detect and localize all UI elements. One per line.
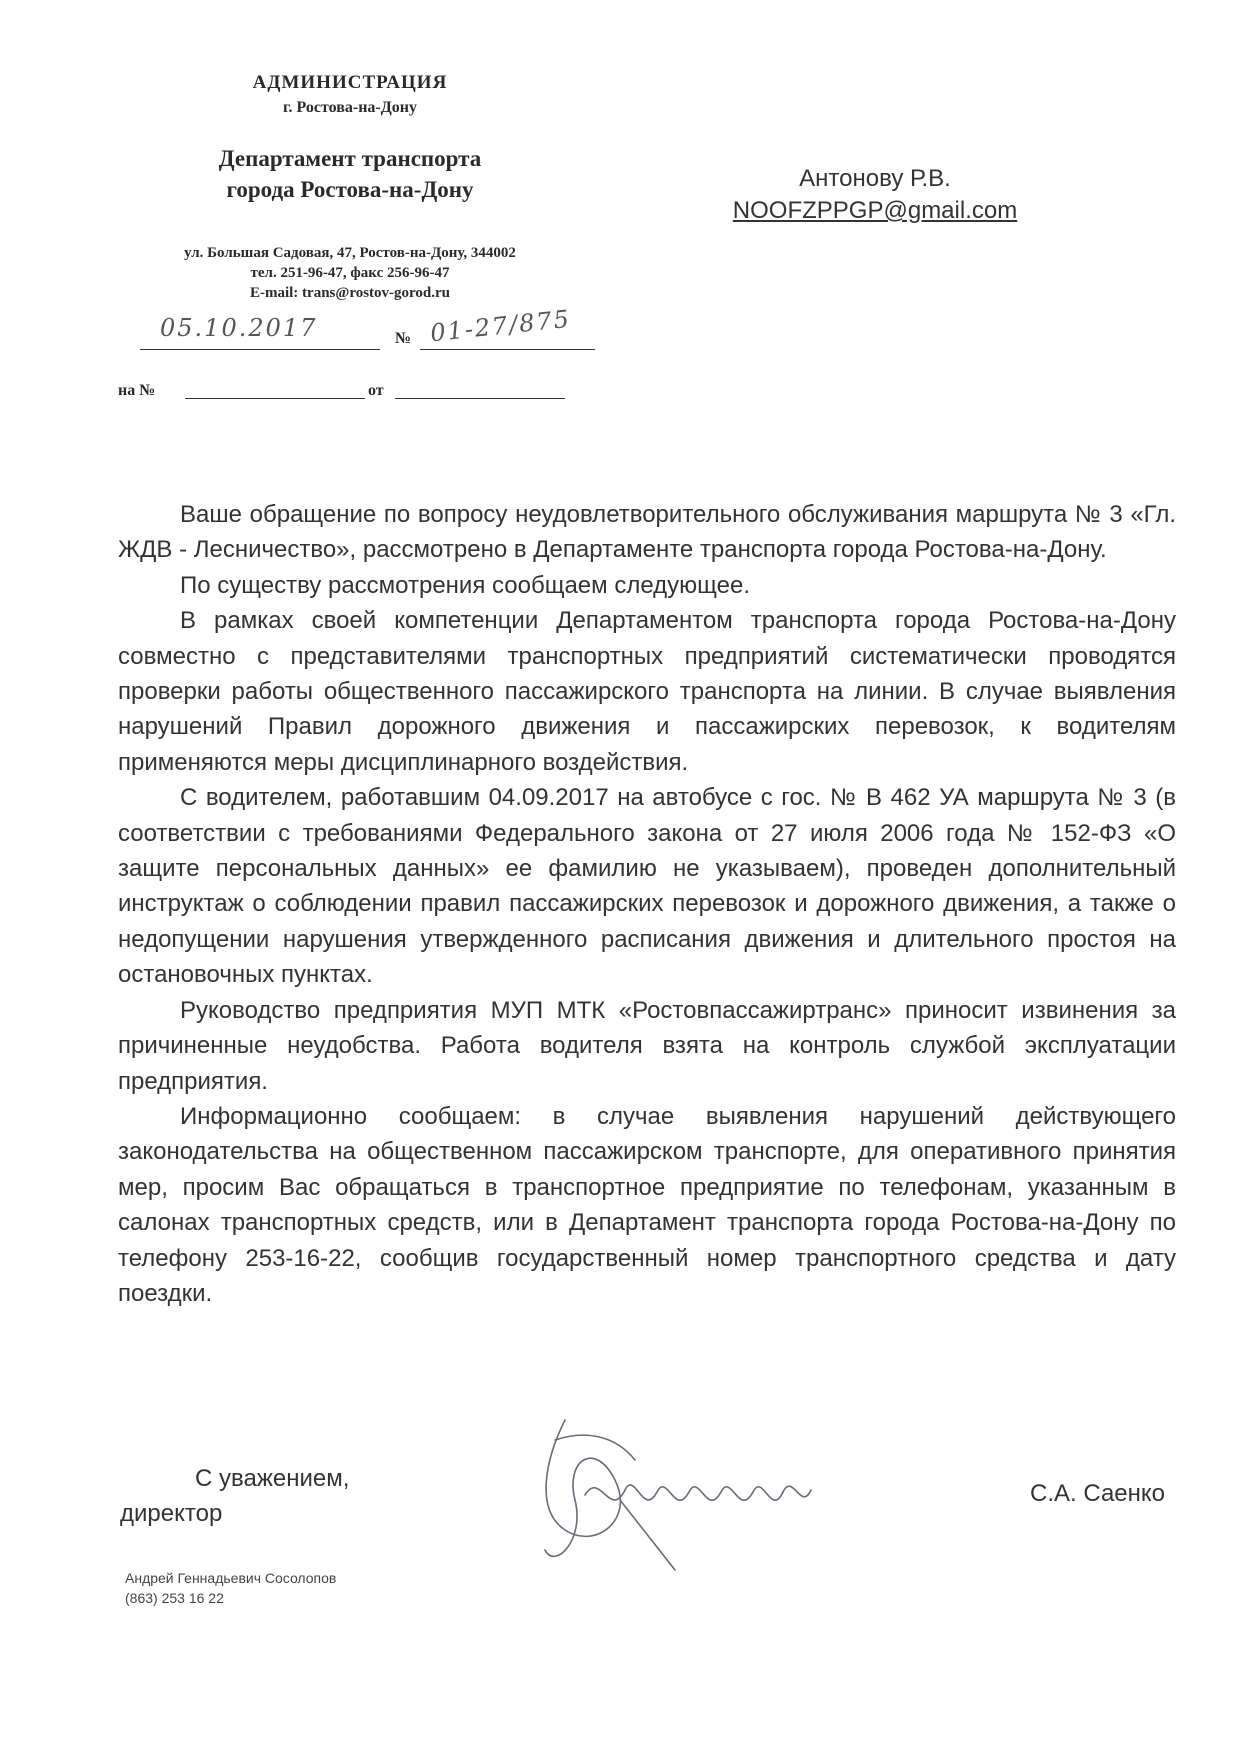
- letterhead-dept-line2: города Ростова-на-Дону: [226, 177, 474, 202]
- letterhead-phone: тел. 251-96-47, факс 256-96-47: [250, 265, 450, 281]
- closing-phrase: С уважением,: [195, 1465, 350, 1492]
- date-line: [140, 349, 380, 350]
- from-label: от: [368, 382, 384, 399]
- letterhead-dept-line1: Департамент транспорта: [218, 146, 482, 171]
- executor-phone: (863) 253 16 22: [125, 1590, 224, 1606]
- executor-name: Андрей Геннадьевич Сосолопов: [125, 1570, 337, 1586]
- signer-position: директор: [120, 1500, 223, 1527]
- letterhead-city: г. Ростова-на-Дону: [283, 99, 417, 116]
- body-paragraph: Руководство предприятия МУП МТК «Ростовпассажиртранс» приносит извинения за причиненные неудобства. Работа водителя взята на контроль службой эксплуатации предприятия.: [118, 996, 1176, 1095]
- body-paragraph: Ваше обращение по вопросу неудовлетворительного обслуживания маршрута № 3 «Гл. ЖДВ - Лесничество», рассмотрено в Департаменте транспорта города Ростова-на-Дону.: [118, 501, 1176, 564]
- letterhead-address: ул. Большая Садовая, 47, Ростов-на-Дону, 344002: [184, 245, 516, 261]
- body-paragraph: С водителем, работавшим 04.09.2017 на автобусе с гос. № В 462 УА маршрута № 3 (в соответствии с требованиями Федерального закона от 27 июля 2006 года № 152-ФЗ «О защите персональных данных» ее фамилию не указываем), проведен дополнительный инструктаж о соблюдении правил пассажирских перевозок и дорожного движения, а также о недопущении нарушения утвержденного расписания движения и длительного простоя на остановочных пунктах.: [118, 784, 1176, 989]
- reference-label: на №: [118, 382, 156, 399]
- signer-name: С.А. Саенко: [1030, 1480, 1166, 1507]
- from-line: [395, 398, 565, 399]
- recipient-email: NOOFZPPGP@gmail.com: [732, 197, 1018, 224]
- number-label: №: [395, 330, 412, 347]
- letterhead-email: E-mail: trans@rostov-gorod.ru: [249, 285, 451, 301]
- reference-line: [185, 398, 365, 399]
- signature-image: [525, 1400, 855, 1580]
- number-line: [420, 349, 595, 350]
- body-paragraph: В рамках своей компетенции Департаментом транспорта города Ростова-на-Дону совместно с представителями транспортных предприятий систематически проводятся проверки работы общественного пассажирского транспорта на линии. В случае выявления нарушений Правил дорожного движения и пассажирских перевозок, к водителям применяются меры дисциплинарного воздействия.: [118, 607, 1176, 776]
- letter-body: [118, 497, 1176, 1311]
- recipient-name: Антонову Р.В.: [799, 165, 951, 192]
- body-paragraph: Информационно сообщаем: в случае выявления нарушений действующего законодательства на общественном пассажирском транспорте, для оперативного принятия мер, просим Вас обращаться в транспортное предприятие по телефонам, указанным в салонах транспортных средств, или в Департамент транспорта города Ростова-на-Дону по телефону 253-16-22, сообщив государственный номер транспортного средства и дату поездки.: [118, 1102, 1176, 1307]
- handwritten-number: 01-27/875: [428, 304, 573, 348]
- letterhead-org: АДМИНИСТРАЦИЯ: [252, 72, 448, 93]
- handwritten-date: 05.10.2017: [160, 314, 318, 342]
- body-paragraph: По существу рассмотрения сообщаем следующее.: [180, 571, 750, 599]
